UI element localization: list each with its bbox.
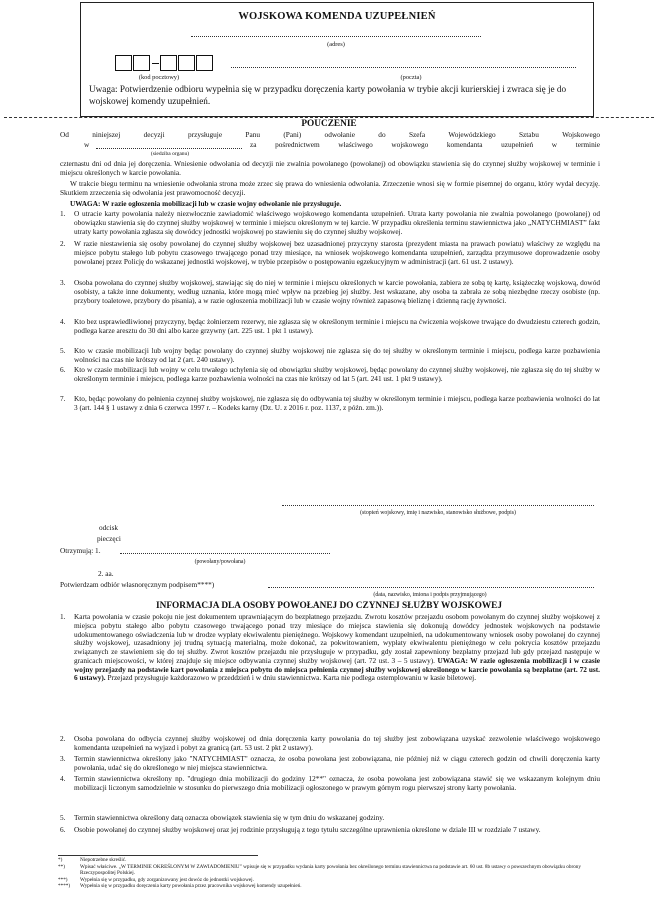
signature-caption: (stopień wojskowy, imię i nazwisko, stanowisko służbowe, podpis) [360,510,516,516]
pouczenie-item: 5. Kto w czasie mobilizacji lub wojny będąc powołany do czynnej służby wojskowej nie zgłasza się do tej służby w określonym terminie i miejscu, podlega karze pozbawienia wolności na czas nie krótszy od lat 2 (art. 240 ustawy). [60,346,600,364]
info-uwaga-bold: UWAGA: W razie ogłoszenia mobilizacji i w czasie wojny przejazdy na podstawie kart powołania z miejsca pobytu do miejsca pełnienia czynnej służby wojskowej określonego w karcie powołania są bezpłatne (art. 72 ust. 6 ustawy). [74,655,600,683]
footnote: ***) Wypełnia się w przypadku, gdy zorganizowany jest dowóz do jednostki wojskowej. [58,876,254,883]
pouczenie-item: 1. O utracie karty powołania należy niezwłocznie zawiadomić właściwego wojskowego komendanta uzupełnień. Utrata karty powołania nie zwalnia powołanego (powołanej) od obowiązku stawienia się do czynnej służby wojskowej w terminie i miejscu określonym w tej karcie. W przypadku określenia terminu stawiennictwa jako „NATYCHMIAST” fakt utraty karty powołania zgłasza się dowódcy jednostki wojskowej po stawieniu się do czynnej służby wojskowej. [60,209,600,236]
seat-line [96,148,242,149]
footnote: **) Wpisać właściwe. „W TERMINIE OKREŚLONYM W ZAWIADOMIENIU” wpisuje się w przypadku wydania karty powołania bez określonego terminu stawiennictwa na podstawie art. 60 ust. 8b ustawy o powszechnym obowiązku obrony Rzeczypospolitej Polskiej. [58,863,581,876]
info-item: 5. Termin stawiennictwa określony datą oznacza obowiązek stawienia się w tym dniu do wskazanej godziny. [60,813,385,822]
footnotes [58,857,598,890]
address-line [191,36,481,37]
pouczenie-para2: W trakcie biegu terminu na wniesienie odwołania strona może zrzec się prawa do wniesienia odwołania. Zrzeczenie wnosi się w formie pisemnej do organu, który wydał decyzję. Skutkiem zrzeczenia się odwołania jest prawomocność decyzji. [60,179,600,197]
recipient-aa: 2. aa. [98,569,114,578]
recipient-line[interactable] [120,553,330,554]
post-office-line [231,67,576,68]
info-title: INFORMACJA DLA OSOBY POWOŁANEJ DO CZYNNEJ SŁUŻBY WOJSKOWEJ [155,601,502,611]
pouczenie-item: 7. Kto, będąc powołany do pełnienia czynnej służby wojskowej, nie zgłasza się do odbywania tej służby w określonym terminie i miejscu, podlega karze pozbawienia wolności do lat 3 (art. 144 § 1 ustawy z dnia 6 czerwca 1997 r. – Kodeks karny (Dz. U. z 2016 r. poz. 1137, z późn. zm.)). [60,394,600,412]
pouczenie-uwaga: UWAGA: W razie ogłoszenia mobilizacji lub w czasie wojny odwołanie nie przysługuje. [70,199,342,208]
header-note-text: Potwierdzenie odbioru wypełnia się w przypadku doręczenia karty powołania w trybie akcji kurierskiej i zwraca się je do wojskowej komendy uzupełnień. [89,84,567,106]
post-office-caption: (poczta) [400,74,422,81]
seat-caption: (siedziba organu) [150,151,190,157]
header-box [80,2,594,117]
pouczenie-title: POUCZENIE [301,119,357,129]
pouczenie-line2-end: za pośrednictwem właściwego wojskowego komendanta uzupełnień w terminie [250,140,600,149]
info-item: 6. Osobie powołanej do czynnej służby wojskowej oraz jej rodzinie przysługują z tego tytułu szczególne uprawnienia określone w dziale III w rozdziale 7 ustawy. [60,825,541,834]
info-item: 1. Karta powołania w czasie pokoju nie jest dokumentem uprawniającym do bezpłatnego przejazdu. Zwrotu kosztów przejazdu osobom powołanym do czynnej służby wojskowej z miejsca pobytu stałego albo pobytu czasowego trwającego ponad trzy miesiące do miejsca stawienia się dokonują dowódcy jednostek wojskowych na podstawie udokumentowanego oświadczenia lub w drodze wypłaty ekwiwalentu pieniężnego. Wojskowy komendant uzupełnień, na udokumentowany wniosek osoby powołanej do czynnej służby wojskowej, uzasadniony jej trudną sytuacją materialną, może dokonać, za pokwitowaniem, wypłaty ekwiwalentu pieniężnego w celu pokrycia kosztów przejazdu związanych ze stawieniem się do tej służby. Zwrot kosztów przejazdu nie przysługuje w przypadku, gdy został zapewniony bezpłatny przejazd lub gdy przejazd następuje w granicach miejscowości, w której znajduje się miejsce odbywania czynnej służby wojskowej (art. 72 ust. 3 – 5 ustawy). UWAGA: W razie ogłoszenia mobilizacji i w czasie wojny przejazdy na podstawie kart powołania z miejsca pobytu do miejsca pełnienia czynnej służby wojskowej określonego w karcie powołania są bezpłatne (art. 72 ust. 6 ustawy). Przejazd przysługuje każdorazowo w przeddzień i w dniu stawiennictwa. Karta nie podlega ostemplowaniu w kasie biletowej. [60,612,600,683]
info-item: 3. Termin stawiennictwa określony jako "NATYCHMIAST" oznacza, że osoba powołana jest zobowiązana, nie później niż w ciągu czterech godzin od chwili doręczenia karty powołania, udać się do określonego w niej miejsca stawiennictwa. [60,754,600,772]
commission-title: WOJSKOWA KOMENDA UZUPEŁNIEŃ [238,11,436,22]
info-item: 2. Osoba powołana do odbycia czynnej służby wojskowej od dnia doręczenia karty powołania do tej służby jest zobowiązana uzyskać zezwolenie właściwego wojskowego komendanta uzupełnień na wyjazd i pobyt za granicą (art. 53 ust. 2 pkt 2 ustawy). [60,734,600,752]
footnote-separator [58,855,258,856]
pouczenie-line2-start: w [84,140,90,149]
address-caption: (adres) [327,41,345,48]
pouczenie-item: 2. W razie niestawienia się osoby powołanej do czynnej służby wojskowej bez uzasadnionej przyczyny starosta (prezydent miasta na prawach powiatu) właściwy ze względu na miejsce pobytu stałego lub pobytu czasowego trwającego ponad trzy miesiące, na wniosek wojskowego komendanta uzupełnień, zarządza przymusowe doprowadzenie osoby powołanej przez Policję do wskazanej jednostki wojskowej, w trybie przepisów o postępowaniu egzekucyjnym w administracji (art. 61 ust. 2 ustawy). [60,239,600,266]
stamp-label-1: odcisk [99,523,119,532]
receipt-line[interactable] [268,587,594,588]
header-note [89,84,589,107]
pouczenie-line2 [84,141,600,150]
postal-code-boxes[interactable] [115,55,214,71]
header-note-label: Uwaga: [89,84,118,94]
footnote: *) Niepotrzebne skreślić. [58,857,127,863]
pouczenie-item: 3. Osoba powołana do czynnej służby wojskowej, stawiając się do niej w terminie i miejscu określonych w karcie powołania, zabiera ze sobą tę kartę, książeczkę wojskową, dowód osobisty, a także inne dokumenty, według uznania, które mogą mieć wpływ na przebieg jej służby. Jest wskazane, aby osoba ta zabrała ze sobą niezbędne rzeczy osobiste (np. przybory toaletowe, przybory do pisania), a w razie ogłoszenia mobilizacji lub w czasie wojny również zapasową bieliznę i dzienną rację żywności. [60,278,600,305]
recipients-label: Otrzymują: 1. [60,546,101,555]
receipt-confirmation: Potwierdzam odbiór własnoręcznym podpisem****) [60,580,215,589]
info-uwaga-rest: Przejazd przysługuje każdorazowo w przeddzień i w dniu stawiennictwa. Karta nie podlega ostemplowaniu w kasie biletowej. [107,673,477,683]
cut-line [4,117,654,118]
pouczenie-item: 6. Kto w czasie mobilizacji lub wojny w celu trwałego uchylenia się od obowiązku służby wojskowej, będąc powołany do czynnej służby wojskowej, nie zgłasza się do tej służby w określonym terminie i miejscu, podlega karze pozbawienia wolności na czas nie krótszy od lat 5 (art. 241 ust. 1 pkt 9 ustawy). [60,365,600,383]
pouczenie-para1: czternastu dni od dnia jej doręczenia. Wniesienie odwołania od decyzji nie zwalnia powołanego (powołanej) od obowiązku stawienia się do czynnej służby wojskowej w terminie i miejscu określonych w karcie powołania. [60,159,600,177]
footnote: ****) Wypełnia się w przypadku doręczenia karty powołania przez pracownika wojskowej komendy uzupełnień. [58,883,302,889]
pouczenie-line1: Od niniejszej decyzji przysługuje Panu (Pani) odwołanie do Szefa Wojewódzkiego Sztabu Wojskowego [60,130,600,139]
signature-line[interactable] [282,505,594,506]
pouczenie-item: 4. Kto bez usprawiedliwionej przyczyny, będąc żołnierzem rezerwy, nie zgłasza się w określonym terminie i miejscu na ćwiczenia wojskowe trwające do dwudziestu czterech godzin, podlega karze aresztu do 30 dni albo karze grzywny (art. 225 ust. 1 pkt 1 ustawy). [60,317,600,335]
stamp-label-2: pieczęci [97,534,121,543]
recipient-caption: (powołany/powołana) [194,559,246,565]
postal-code-caption: (kod pocztowy) [138,74,180,81]
receipt-caption: (data, nazwisko, imiona i podpis przyjmującego) [373,592,487,598]
info-item: 4. Termin stawiennictwa określony np. "drugiego dnia mobilizacji do godziny 12**" oznacza, że osoba powołana jest zobowiązana stawić się we wskazanym kolejnym dniu mobilizacji liczonym samodzielnie w stosunku do pierwszego dnia mobilizacji ogłoszonego w prawym górnym rogu pierwszej strony karty powołania. [60,774,600,792]
